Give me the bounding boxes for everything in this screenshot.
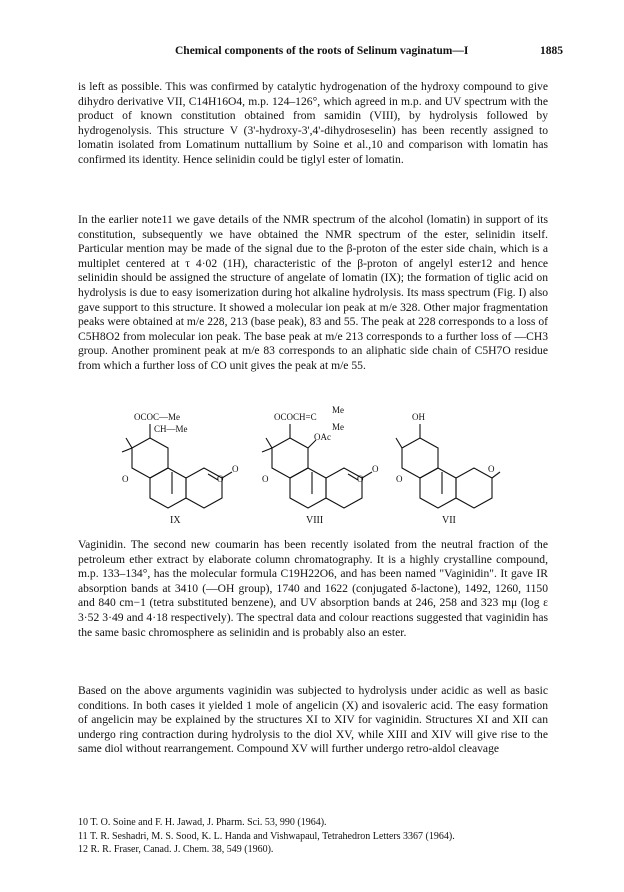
vii-carbonyl-oxygen: O — [488, 464, 495, 474]
vii-ring-oxygen: O — [396, 474, 403, 484]
viii-label: VIII — [306, 515, 324, 526]
paragraph-hydrolysis: Based on the above arguments vaginidin was subjected to hydrolysis under acidic as well as basic conditions. In both cases it yielded 1 mole of angelicin (X) and isovaleric acid. The easy formation of angelicin may be explained by the structures XI to XIV for vaginidin. Structures XI and XII can undergo ring contraction during hydrolysis to the diol XV, while XIII and XIV will give rise to the same diol without rearrangement. Compound XV will further undergo retro-aldol cleavage — [78, 684, 548, 756]
ix-ring-oxygen: O — [122, 474, 129, 484]
ix-lactone-oxygen: O — [217, 474, 224, 484]
viii-me-side: Me — [332, 422, 344, 432]
ix-substituent: OCOC—Me — [134, 412, 181, 422]
viii-substituent: OCOCH=C — [274, 412, 317, 422]
ix-substituent-2: CH—Me — [154, 424, 188, 434]
page-number: 1885 — [540, 45, 563, 57]
footnote-12: 12 R. R. Fraser, Canad. J. Chem. 38, 549 (1960). — [78, 844, 274, 855]
paragraph-nmr-mass-spectrum: In the earlier note11 we gave details of the NMR spectrum of the alcohol (lomatin) in support of its constitution, subsequently we have obtained the NMR spectrum of the ester, selinidin itself. Particular mention may be made of the signal due to the β-proton of the ester side chain, which is a multiplet centered at τ 4·02 (1H), characteristic of the β-proton of angelyl ester12 and hence selinidin should be assigned the structure of angelate of lomatin (IX); the formation of tiglic acid on hydrolysis is due to easy isomerization during hot alkaline hydrolysis. Its mass spectrum (Fig. I) also gave support to this structure. It showed a molecular ion peak at m/e 328. Other major fragmentation peaks were obtained at m/e 228, 213 (base peak), 83 and 55. The peak at 228 corresponds to a loss of C5H8O2 from molecular ion peak. The base peak at m/e 213 corresponds to a further loss of —CH3 group. Another prominent peak at m/e 83 corresponds to an aliphatic side chain of C5H7O residue from which a further loss of CO unit gives the peak at m/e 55. — [78, 213, 548, 372]
viii-carbonyl-oxygen: O — [372, 464, 379, 474]
footnotes — [78, 816, 558, 857]
paragraph-vaginidin: Vaginidin. The second new coumarin has been recently isolated from the neutral fraction of the petroleum ether extract by elaborate column chromatography. It is a highly crystalline compound, m.p. 133–134°, has the molecular formula C19H22O6, and has been named "Vaginidin". It gave IR absorption bands at 3410 (—OH group), 1740 and 1622 (conjugated δ-lactone), 1492, 1260, 1150 and 840 cm−1 (tetra substituted benzene), and UV absorption bands at 246, 258 and 323 mμ (log ε 3·52 3·49 and 4·18 respectively). The spectral data and colour reactions suggested that vaginidin has the same basic chromosphere as selinidin and is probably also an ester. — [78, 538, 548, 639]
chemical-structures-figure — [120, 405, 495, 528]
viii-lactone-oxygen: O — [357, 474, 364, 484]
viii-oac: OAc — [314, 432, 331, 442]
footnote-10: 10 T. O. Soine and F. H. Jawad, J. Pharm. Sci. 53, 990 (1964). — [78, 817, 327, 828]
ix-label: IX — [170, 515, 181, 526]
ix-carbonyl-oxygen: O — [232, 464, 239, 474]
viii-me-top: Me — [332, 405, 344, 415]
vii-label: VII — [442, 515, 456, 526]
running-title: Chemical components of the roots of Selinum vaginatum—I — [175, 45, 469, 57]
structure-vii — [396, 424, 500, 508]
vii-substituent: OH — [412, 412, 425, 422]
footnote-11: 11 T. R. Seshadri, M. S. Sood, K. L. Handa and Vishwapaul, Tetrahedron Letters 3367 (1964). — [78, 830, 455, 842]
viii-ring-oxygen: O — [262, 474, 269, 484]
structure-ix — [122, 424, 232, 508]
paragraph-lomatin: is left as possible. This was confirmed by catalytic hydrogenation of the hydroxy compound to give dihydro derivative VII, C14H16O4, m.p. 124–126°, which agreed in m.p. and UV spectrum with the product of known constitution obtained from samidin (VIII), by hydrolysis followed by hydrogenolysis. This structure V (3'-hydroxy-3',4'-dihydroseselin) has been recently assigned to lomatin isolated from Lomatinum nuttallium by Soine et al.,10 and comparison with lomatin has confirmed its identity. Hence selinidin could be tiglyl ester of lomatin. — [78, 80, 548, 166]
